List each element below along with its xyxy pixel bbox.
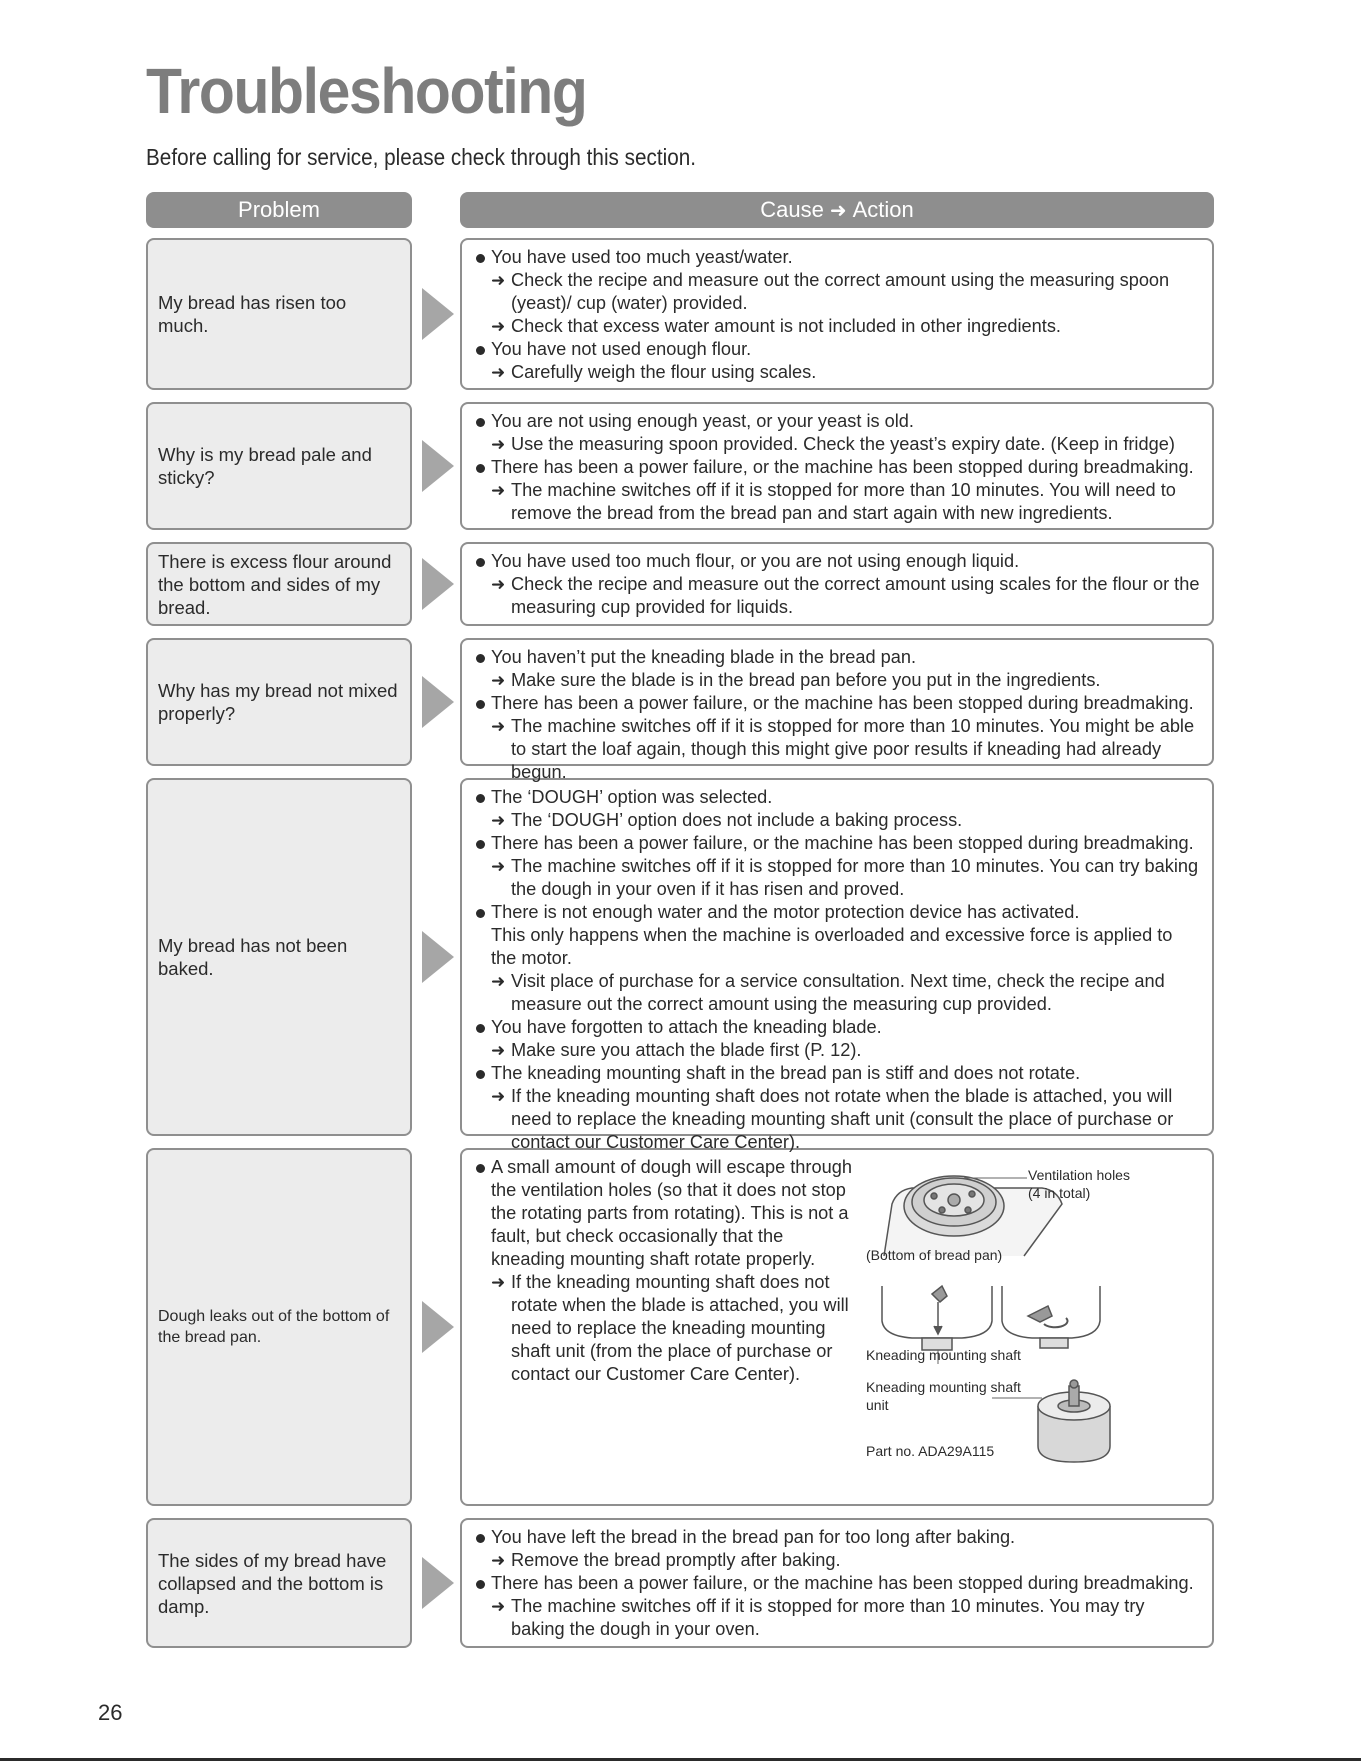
cause-item: There has been a power failure, or the machine has been stopped during breadmaking. [474,456,1202,479]
connector [412,402,460,530]
action-item [474,809,1202,832]
problem-text: The sides of my bread have collapsed and the bottom is damp. [158,1549,387,1617]
action-text: Use the measuring spoon provided. Check the yeast’s expiry date. (Keep in fridge) [511,434,1175,454]
arrow-right-icon: ➜ [491,575,506,594]
action-item [474,669,1202,692]
cause-action-column-header [460,192,1214,228]
arrow-right-icon: ➜ [491,271,506,290]
triangle-arrow-icon [422,676,454,728]
arrow-right-icon: ➜ [491,972,506,991]
arrow-right-icon: ➜ [491,1551,506,1570]
cause-item: A small amount of dough will escape through the ventilation holes (so that it does not stop the rotating parts from rotating). This is not a fault, but check occasionally that the kneading mounting shaft rotate properly. [474,1156,852,1271]
cause-item: You have left the bread in the bread pan for too long after baking. [474,1526,1202,1549]
arrow-right-icon: ➜ [491,363,506,382]
troubleshooting-row [146,1148,1214,1506]
action-text: The ‘DOUGH’ option does not include a baking process. [511,810,963,830]
cause-item: The kneading mounting shaft in the bread pan is stiff and does not rotate. [474,1062,1202,1085]
action-text: If the kneading mounting shaft does not rotate when the blade is attached, you will need to replace the kneading mounting shaft unit (consult the place of purchase or contact our Customer Care Center). [511,1086,1174,1152]
page-number: 26 [98,1700,123,1725]
cause-action-cell [460,1518,1214,1648]
action-text: If the kneading mounting shaft does not rotate when the blade is attached, you will need to replace the kneading mounting shaft unit (from the place of purchase or contact our Customer Care Center). [511,1272,849,1384]
cause-item: The ‘DOUGH’ option was selected. [474,786,1202,809]
connector [412,238,460,390]
action-text: Remove the bread promptly after baking. [511,1550,841,1570]
action-item [474,715,1202,784]
problem-cell [146,238,412,390]
action-text: Visit place of purchase for a service consultation. Next time, check the recipe and measure out the correct amount using the measuring cup provided. [511,971,1165,1014]
holes-count-label: (4 in total) [1028,1185,1091,1201]
cause-item: You are not using enough yeast, or your yeast is old. [474,410,1202,433]
problem-cell [146,402,412,530]
action-item [474,573,1202,619]
problem-header-label: Problem [238,197,320,222]
cause-action-cell [460,638,1214,782]
problem-text: My bread has not been baked. [158,935,348,979]
arrow-right-icon: ➜ [491,1273,506,1292]
connector [412,542,460,626]
cause-item: There has been a power failure, or the machine has been stopped during breadmaking. [474,1572,1202,1595]
part-number: Part no. ADA29A115 [866,1443,995,1459]
kneading-shaft-label: Kneading mounting shaft [866,1347,1021,1363]
cause-item: There has been a power failure, or the machine has been stopped during breadmaking. [474,832,1202,855]
arrow-right-icon: ➜ [491,435,506,454]
action-item [474,855,1202,901]
problem-cell [146,542,412,626]
problem-cell [146,1518,412,1648]
arrow-right-icon: ➜ [491,317,506,336]
action-text: Check the recipe and measure out the correct amount using the measuring spoon (yeast)/ cup (water) provided. [511,270,1170,313]
action-header-label: Action [852,197,914,222]
ventilation-holes-label: Ventilation holes [1028,1167,1130,1183]
arrow-right-icon: ➜ [491,1597,506,1616]
action-text: Check the recipe and measure out the correct amount using scales for the flour or the measuring cup provided for liquids. [511,574,1200,617]
problem-text: There is excess flour around the bottom and sides of my bread. [158,550,392,618]
cause-item: There is not enough water and the motor protection device has activated. [474,901,1202,924]
action-item [474,1549,1202,1572]
cause-action-cell [460,778,1214,1152]
troubleshooting-row [146,638,1214,782]
action-text: Make sure the blade is in the bread pan before you put in the ingredients. [511,670,1101,690]
arrow-right-icon: ➜ [491,811,506,830]
action-item [474,433,1202,456]
problem-column-header [146,192,412,228]
arrow-right-icon: ➜ [829,199,847,222]
action-item [474,1039,1202,1062]
cause-header-label: Cause [760,197,824,222]
action-item [474,1271,852,1386]
triangle-arrow-icon [422,558,454,610]
troubleshooting-row [146,1518,1214,1648]
triangle-arrow-icon [422,288,454,340]
action-text: Check that excess water amount is not included in other ingredients. [511,316,1061,336]
troubleshooting-row [146,542,1214,626]
arrow-right-icon: ➜ [491,671,506,690]
problem-text: Dough leaks out of the bottom of the bread pan. [158,1308,390,1346]
problem-cell [146,778,412,1136]
action-text: Carefully weigh the flour using scales. [511,362,817,382]
troubleshooting-row [146,402,1214,530]
problem-cell [146,1148,412,1506]
problem-text: Why has my bread not mixed properly? [158,680,398,724]
problem-cell [146,638,412,766]
cause-item: There has been a power failure, or the machine has been stopped during breadmaking. [474,692,1202,715]
arrow-right-icon: ➜ [491,481,506,500]
cause-item: You have forgotten to attach the kneading blade. [474,1016,1202,1039]
action-text: The machine switches off if it is stopped for more than 10 minutes. You will need to remove the bread from the bread pan and start again with new ingredients. [511,480,1176,523]
cause-note: This only happens when the machine is overloaded and excessive force is applied to the motor. [491,925,1173,968]
cause-item: You have used too much flour, or you are not using enough liquid. [474,550,1202,573]
bread-pan-figure [852,1156,1206,1497]
action-text: The machine switches off if it is stopped for more than 10 minutes. You may try baking the dough in your oven. [511,1596,1145,1639]
triangle-arrow-icon [422,931,454,983]
bottom-of-pan-label: (Bottom of bread pan) [866,1247,1003,1263]
cause-action-cell [460,542,1214,626]
cause-action-cell [460,402,1214,530]
action-item [474,1595,1202,1641]
cause-text-column [474,1156,852,1497]
problem-text: My bread has risen too much. [158,292,347,336]
action-item [474,479,1202,525]
cause-item: You have not used enough flour. [474,338,1202,361]
action-text: The machine switches off if it is stopped for more than 10 minutes. You might be able to start the loaf again, though this might give poor results if kneading had already begun. [511,716,1195,782]
arrow-right-icon: ➜ [491,1087,506,1106]
action-item [474,361,1202,384]
connector [412,1148,460,1506]
action-item [474,315,1202,338]
page-subtitle: Before calling for service, please check through this section. [146,144,696,170]
troubleshooting-row [146,238,1214,390]
page-title: Troubleshooting [146,55,587,127]
problem-text: Why is my bread pale and sticky? [158,444,372,488]
triangle-arrow-icon [422,1557,454,1609]
connector [412,1518,460,1648]
arrow-right-icon: ➜ [491,1041,506,1060]
connector [412,778,460,1136]
cause-action-cell [460,1148,1214,1506]
action-item [474,970,1202,1016]
troubleshooting-row [146,778,1214,1152]
action-item [474,269,1202,315]
connector [412,638,460,766]
action-text: Make sure you attach the blade first (P. 12). [511,1040,862,1060]
action-item [474,1085,1202,1154]
triangle-arrow-icon [422,1301,454,1353]
shaft-unit-label: Kneading mounting shaft [866,1379,1021,1395]
cause-item: You have used too much yeast/water. [474,246,1202,269]
troubleshooting-table [146,238,1214,1648]
shaft-unit-label-cont: unit [866,1397,889,1413]
arrow-right-icon: ➜ [491,717,506,736]
cause-item: You haven’t put the kneading blade in the bread pan. [474,646,1202,669]
action-text: The machine switches off if it is stopped for more than 10 minutes. You can try baking the dough in your oven if it has risen and proved. [511,856,1199,899]
arrow-right-icon: ➜ [491,857,506,876]
triangle-arrow-icon [422,440,454,492]
cause-action-cell [460,238,1214,390]
